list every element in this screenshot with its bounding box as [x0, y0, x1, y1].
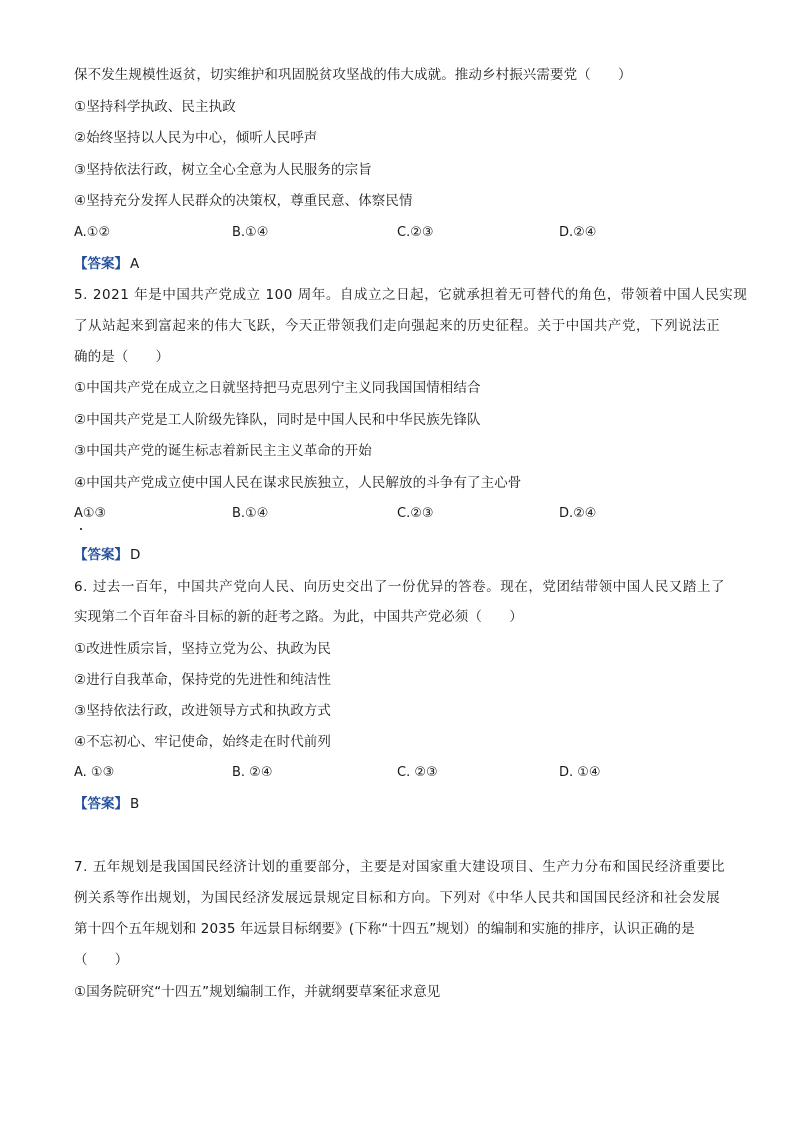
q4-option-a: A.①②: [74, 225, 111, 240]
answer-tag: 【答案】: [74, 256, 128, 272]
q7-stem-line-2: 例关系等作出规划，为国民经济发展远景规定目标和方向。下列对《中华人民共和国国民经济和社会发展: [74, 890, 721, 906]
q6-item-1: ①改进性质宗旨，坚持立党为公、执政为民: [74, 641, 332, 657]
q4-option-b: B.①④: [232, 225, 269, 240]
q5-stem-line-1: 5. 2021 年是中国共产党成立 100 周年。自成立之日起，它就承担着无可替代的角色，带领着中国人民实现: [74, 287, 748, 303]
q4-stem-line: 保不发生规模性返贫，切实维护和巩固脱贫攻坚战的伟大成就。推动乡村振兴需要党（ ）: [74, 67, 632, 83]
q4-item-3: ③坚持依法行政，树立全心全意为人民服务的宗旨: [74, 162, 372, 178]
q6-item-3: ③坚持依法行政，改进领导方式和执政方式: [74, 703, 332, 719]
q6-answer: [74, 795, 139, 813]
q6-option-a: A. ①③: [74, 765, 115, 780]
answer-value: B: [130, 796, 140, 812]
q5-option-b: B.①④: [232, 506, 269, 521]
q5-answer: [74, 546, 140, 564]
q7-stem-line-3: 第十四个五年规划和 2035 年远景目标纲要》(下称“十四五”规划）的编制和实施的排序，认识正确的是: [74, 921, 695, 937]
q5-item-4: ④中国共产党成立使中国人民在谋求民族独立，人民解放的斗争有了主心骨: [74, 475, 522, 491]
q6-option-c: C. ②③: [397, 765, 438, 780]
q4-answer: [74, 255, 139, 273]
q5-option-d: D.②④: [559, 506, 597, 521]
q7-item-1: ①国务院研究“十四五”规划编制工作，并就纲要草案征求意见: [74, 984, 441, 1000]
q6-item-2: ②进行自我革命，保持党的先进性和纯洁性: [74, 672, 332, 688]
q6-option-b: B. ②④: [232, 765, 273, 780]
q5-stem-line-3: 确的是（ ）: [74, 349, 170, 365]
q5-option-a: A①③: [74, 506, 107, 521]
q4-item-1: ①坚持科学执政、民主执政: [74, 99, 236, 115]
stray-mark: [80, 528, 82, 530]
answer-tag: 【答案】: [74, 547, 128, 563]
q5-item-3: ③中国共产党的诞生标志着新民主主义革命的开始: [74, 443, 372, 459]
q4-item-4: ④坚持充分发挥人民群众的决策权，尊重民意、体察民情: [74, 193, 413, 209]
q6-stem-line-1: 6. 过去一百年，中国共产党向人民、向历史交出了一份优异的答卷。现在，党团结带领中国人民又踏上了: [74, 579, 726, 595]
q4-option-d: D.②④: [559, 225, 597, 240]
q7-stem-line-4: （ ）: [74, 952, 129, 968]
q4-item-2: ②始终坚持以人民为中心，倾听人民呼声: [74, 130, 318, 146]
q5-option-c: C.②③: [397, 506, 434, 521]
answer-value: D: [130, 547, 141, 563]
q6-stem-line-2: 实现第二个百年奋斗目标的新的赶考之路。为此，中国共产党必须（ ）: [74, 609, 523, 625]
answer-tag: 【答案】: [74, 796, 128, 812]
q6-item-4: ④不忘初心、牢记使命，始终走在时代前列: [74, 734, 332, 750]
q7-stem-line-1: 7. 五年规划是我国国民经济计划的重要部分，主要是对国家重大建设项目、生产力分布和国民经济重要比: [74, 859, 726, 875]
q4-option-c: C.②③: [397, 225, 434, 240]
q6-option-d: D. ①④: [559, 765, 601, 780]
answer-value: A: [130, 256, 140, 272]
q5-stem-line-2: 了从站起来到富起来的伟大飞跃，今天正带领我们走向强起来的历史征程。关于中国共产党，下列说法正: [74, 318, 721, 334]
q5-item-2: ②中国共产党是工人阶级先锋队，同时是中国人民和中华民族先锋队: [74, 412, 481, 428]
q5-item-1: ①中国共产党在成立之日就坚持把马克思列宁主义同我国国情相结合: [74, 380, 481, 396]
